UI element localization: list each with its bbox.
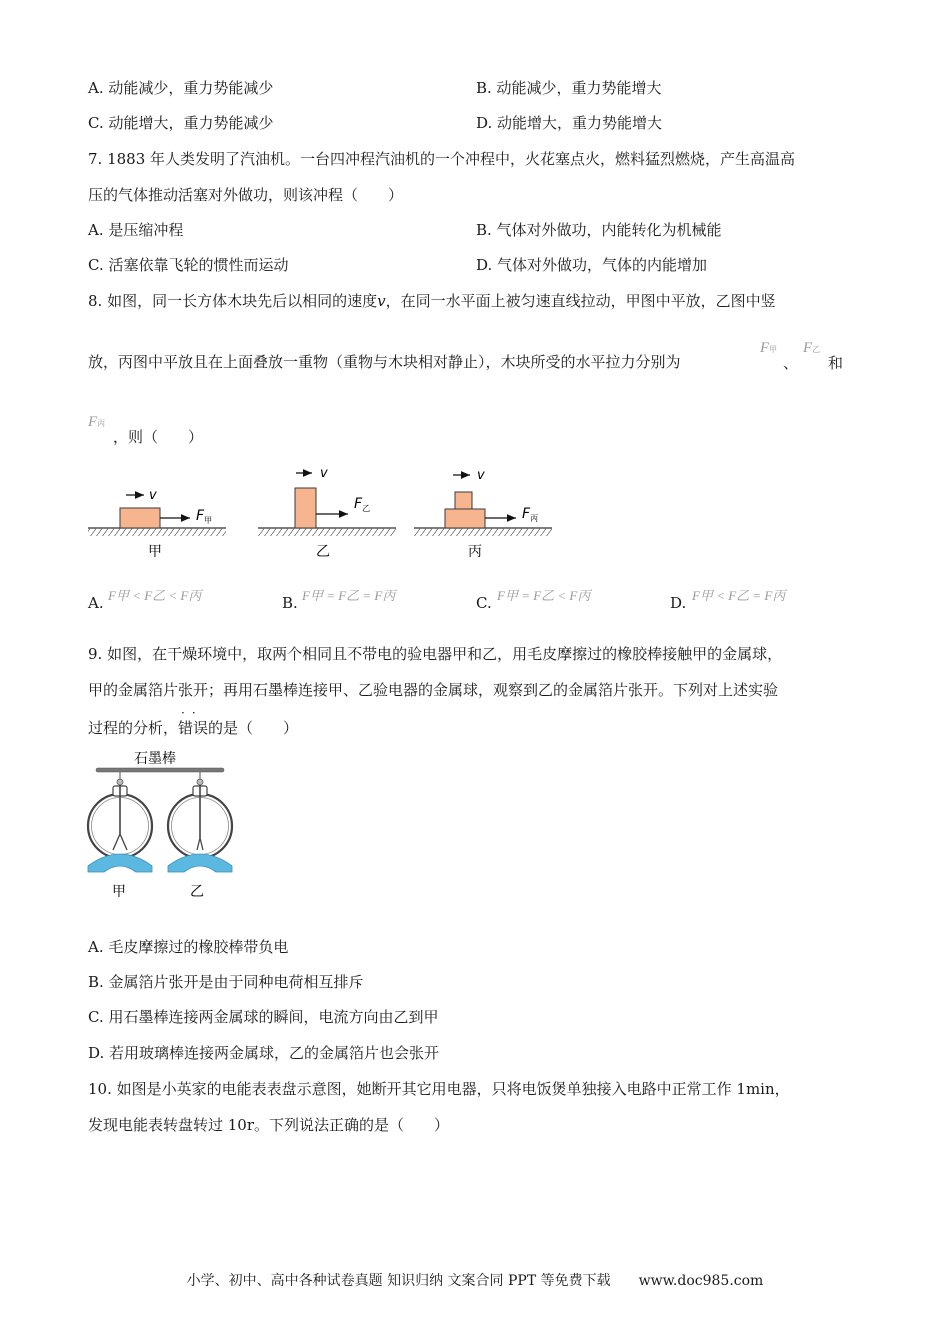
q8-option-a-formula: F甲 < F乙 < F丙 bbox=[108, 588, 202, 603]
q8-stem-line1-b: ，在同一水平面上被匀速直线拉动，甲图中平放，乙图中竖 bbox=[385, 292, 776, 310]
q8-option-c-label: C. bbox=[476, 594, 492, 612]
foil-right bbox=[120, 834, 127, 850]
q9-emphasis: ·· 错误 bbox=[178, 706, 209, 737]
q8-f-yi: F乙 bbox=[803, 340, 821, 356]
q8-option-d-label: D. bbox=[670, 594, 687, 612]
foil-left bbox=[197, 838, 200, 850]
electroscope-label-jia: 甲 bbox=[112, 884, 126, 900]
q9-stem-line3-a: 过程的分析， bbox=[88, 719, 179, 737]
q8-sep: 、 bbox=[783, 354, 799, 372]
q9-option-b: B. 金属箔片张开是由于同种电荷相互排斥 bbox=[88, 973, 364, 991]
electroscope-yi bbox=[168, 772, 232, 900]
q7-stem-line1: 7. 1883 年人类发明了汽油机。一台四冲程汽油机的一个冲程中，火花塞点火，燃料猛烈燃烧，产生高温高 bbox=[88, 150, 796, 168]
q8-stem-v: v bbox=[377, 292, 386, 310]
force-label-jia: $F_甲$ bbox=[196, 508, 213, 525]
figure-bing bbox=[414, 468, 552, 560]
q7-stem-line2: 压的气体推动活塞对外做功，则该冲程（ ） bbox=[88, 186, 404, 204]
base-yi bbox=[168, 854, 232, 872]
block-bing bbox=[445, 509, 485, 528]
block-yi bbox=[295, 488, 316, 528]
q9-option-a: A. 毛皮摩擦过的橡胶棒带负电 bbox=[88, 938, 289, 956]
q8-option-a-label: A. bbox=[88, 594, 104, 612]
q8-stem-line1 bbox=[88, 290, 776, 311]
figure-label-jia: 甲 bbox=[148, 544, 162, 560]
q9-figure bbox=[86, 746, 236, 902]
q6-option-b: B. 动能减少，重力势能增大 bbox=[476, 79, 662, 97]
base-jia bbox=[88, 854, 152, 872]
figure-jia bbox=[88, 488, 226, 560]
v-label: v bbox=[477, 468, 485, 483]
q8-option-c-formula: F甲 = F乙 < F丙 bbox=[497, 588, 591, 603]
q10-stem-line2: 发现电能表转盘转过 10r。下列说法正确的是（ ） bbox=[88, 1116, 450, 1134]
q6-option-c: C. 动能增大，重力势能减少 bbox=[88, 114, 274, 132]
figure-yi bbox=[258, 466, 396, 560]
foil-left bbox=[113, 834, 120, 850]
graphite-rod-label: 石墨棒 bbox=[134, 751, 176, 767]
q7-option-a: A. 是压缩冲程 bbox=[88, 221, 184, 239]
electroscope-label-yi: 乙 bbox=[190, 884, 204, 900]
q9-stem-line2: 甲的金属箔片张开；再用石墨棒连接甲、乙验电器的金属球，观察到乙的金属箔片张开。下列对上述实验 bbox=[88, 681, 779, 699]
q9-stem-line1: 9. 如图，在干燥环境中，取两个相同且不带电的验电器甲和乙，用毛皮摩擦过的橡胶棒接触甲的金属球， bbox=[88, 645, 783, 663]
q9-option-d: D. 若用玻璃棒连接两金属球，乙的金属箔片也会张开 bbox=[88, 1044, 440, 1062]
q7-option-d: D. 气体对外做功，气体的内能增加 bbox=[476, 256, 708, 274]
figure-label-yi: 乙 bbox=[316, 544, 330, 560]
q7-option-b: B. 气体对外做功，内能转化为机械能 bbox=[476, 221, 722, 239]
figure-label-bing: 丙 bbox=[468, 544, 482, 560]
electroscope-jia bbox=[88, 772, 152, 900]
page-footer: 小学、初中、高中各种试卷真题 知识归纳 文案合同 PPT 等免费下载 www.doc985.com bbox=[186, 1273, 764, 1289]
q8-option-b-label: B. bbox=[282, 594, 298, 612]
q8-he: 和 bbox=[828, 354, 844, 372]
q8-option-d-formula: F甲 < F乙 = F丙 bbox=[692, 588, 786, 603]
v-label: v bbox=[320, 466, 328, 481]
q9-option-c: C. 用石墨棒连接两金属球的瞬间，电流方向由乙到甲 bbox=[88, 1008, 439, 1026]
block-jia bbox=[120, 508, 160, 528]
v-label: v bbox=[149, 488, 157, 503]
q8-f-bing: F丙 bbox=[88, 414, 106, 430]
q8-stem-line2: 放，丙图中平放且在上面叠放一重物（重物与木块相对静止），木块所受的水平拉力分别为 bbox=[88, 353, 681, 371]
q9-stem-line3-b: 的是（ ） bbox=[208, 719, 299, 737]
graphite-rod bbox=[96, 768, 224, 772]
q8-stem-line1-a: 8. 如图，同一长方体木块先后以相同的速度 bbox=[88, 292, 378, 310]
force-label-yi: $F_乙$ bbox=[354, 496, 371, 513]
q8-figure bbox=[86, 462, 556, 562]
weight-bing bbox=[455, 492, 472, 509]
q8-stem-line3-tail: ，则（ ） bbox=[113, 428, 204, 446]
force-label-bing: $F_丙$ bbox=[522, 506, 539, 523]
q6-option-d: D. 动能增大，重力势能增大 bbox=[476, 114, 663, 132]
q8-option-b-formula: F甲 = F乙 = F丙 bbox=[302, 588, 396, 603]
foil-right bbox=[200, 838, 203, 850]
q6-option-a: A. 动能减少，重力势能减少 bbox=[88, 79, 274, 97]
q9-stem-line3 bbox=[88, 706, 299, 738]
q8-f-jia: F甲 bbox=[760, 340, 778, 356]
q7-option-c: C. 活塞依靠飞轮的惯性而运动 bbox=[88, 256, 289, 274]
q10-stem-line1: 10. 如图是小英家的电能表表盘示意图，她断开其它用电器，只将电饭煲单独接入电路中正常工作 1min， bbox=[88, 1080, 790, 1098]
